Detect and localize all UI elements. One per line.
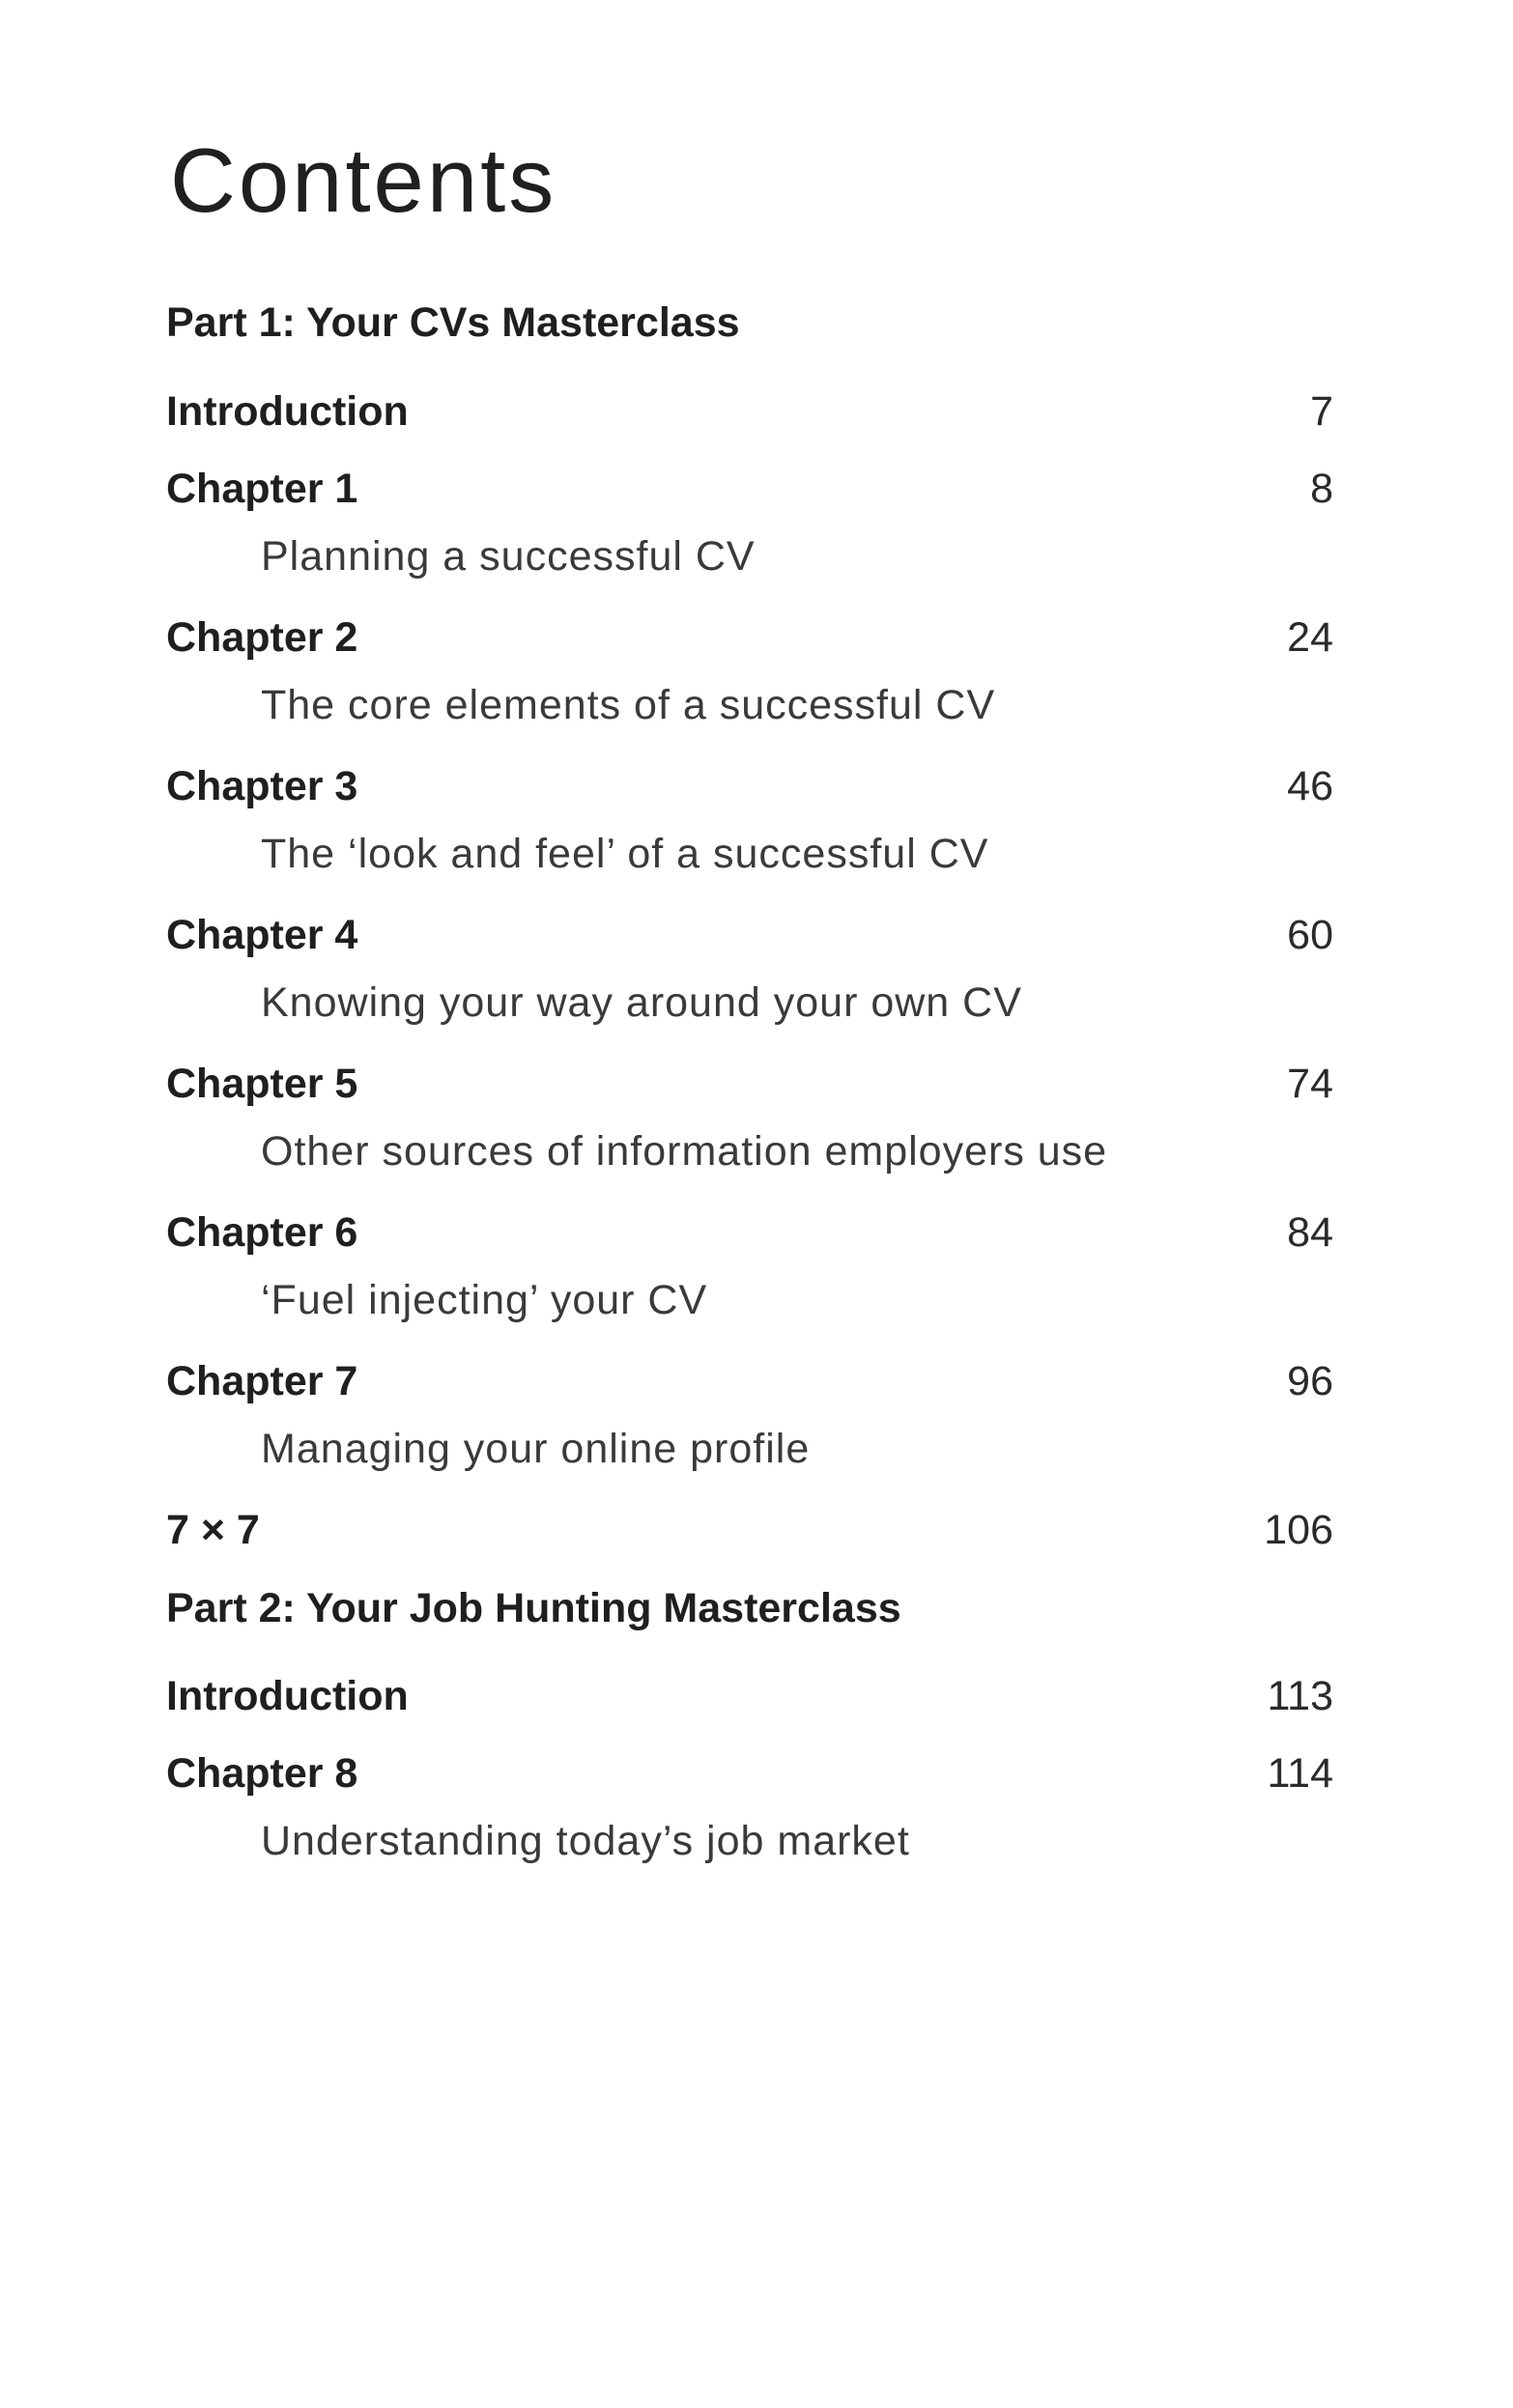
chapter-subtitle: Other sources of information employers use — [261, 1128, 1108, 1175]
chapter-subtitle: The core elements of a successful CV — [261, 682, 996, 728]
toc-entry-chapter-3 — [166, 763, 1333, 809]
chapter-label: Chapter 2 — [166, 614, 358, 661]
entry-label: Introduction — [166, 388, 409, 435]
page-number: 46 — [1287, 763, 1333, 809]
page-number: 84 — [1287, 1209, 1333, 1256]
entry-label: 7 × 7 — [166, 1507, 260, 1553]
entry-label: Introduction — [166, 1673, 409, 1719]
chapter-subtitle: The ‘look and feel’ of a successful CV — [261, 831, 989, 877]
page-number: 96 — [1287, 1358, 1333, 1404]
page-number: 113 — [1267, 1673, 1333, 1719]
chapter-label: Chapter 1 — [166, 466, 358, 512]
toc-entry-chapter-7 — [166, 1358, 1333, 1404]
table-of-contents — [166, 290, 1333, 1862]
part-1-heading: Part 1: Your CVs Masterclass — [166, 299, 740, 346]
chapter-label: Chapter 7 — [166, 1358, 358, 1404]
toc-entry-chapter-5 — [166, 1063, 1333, 1105]
toc-entry-chapter-4 — [166, 912, 1333, 958]
chapter-label: Chapter 3 — [166, 763, 358, 809]
page-number: 7 — [1310, 388, 1333, 435]
page-number: 60 — [1287, 912, 1333, 958]
toc-entry-chapter-2 — [166, 614, 1333, 661]
chapter-subtitle: Knowing your way around your own CV — [261, 979, 1022, 1026]
chapter-subtitle: Planning a successful CV — [261, 533, 756, 580]
chapter-label: Chapter 6 — [166, 1209, 358, 1256]
page-number: 8 — [1310, 466, 1333, 512]
toc-entry-chapter-6 — [166, 1209, 1333, 1256]
page-title: Contents — [170, 129, 557, 231]
chapter-subtitle: Managing your online profile — [261, 1426, 811, 1472]
part-2-heading: Part 2: Your Job Hunting Masterclass — [166, 1585, 901, 1631]
page-number: 74 — [1287, 1061, 1333, 1107]
page-number: 106 — [1264, 1507, 1333, 1553]
chapter-label: Chapter 8 — [166, 1750, 358, 1797]
chapter-label: Chapter 4 — [166, 912, 358, 958]
page-number: 114 — [1267, 1750, 1333, 1797]
page-number: 24 — [1287, 614, 1333, 661]
toc-entry-part2-introduction — [166, 1673, 1333, 1719]
toc-entry-chapter-8 — [166, 1750, 1333, 1797]
toc-entry-chapter-1 — [166, 468, 1333, 510]
chapter-label: Chapter 5 — [166, 1061, 358, 1107]
chapter-subtitle: Understanding today’s job market — [261, 1818, 910, 1864]
toc-entry-seven-by-seven — [166, 1507, 1333, 1553]
chapter-subtitle: ‘Fuel injecting’ your CV — [261, 1277, 708, 1323]
toc-entry-part1-introduction — [166, 388, 1333, 435]
